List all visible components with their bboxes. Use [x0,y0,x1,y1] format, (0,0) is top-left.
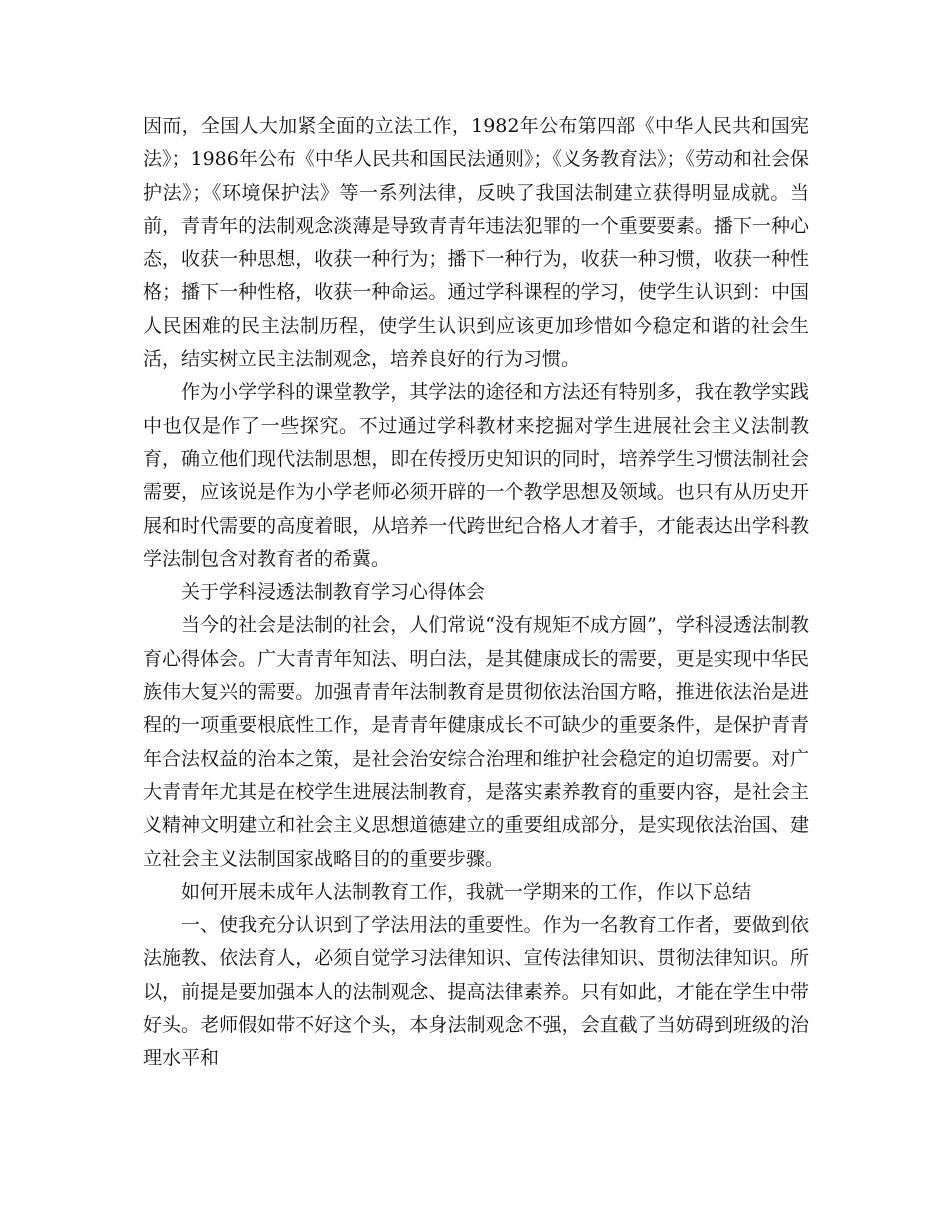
paragraph-4: 如何开展未成年人法制教育工作，我就一学期来的工作，作以下总结 [181,880,752,903]
section-heading: 关于学科浸透法制教育学习心得体会 [181,581,486,604]
paragraph-1: 因而，全国人大加紧全面的立法工作，1982年公布第四部《中华人民共和国宪法》；1986年公布《中华人民共和国民法通则》；《义务教育法》；《劳动和社会保护法》；《环境保护法》等一系列法律，反映了我国法制建立获得明显成就。当前，青青年的法制观念淡薄是导致青青年违法犯罪的一个重要要素。播下一种心态，收获一种思想，收获一种行为；播下一种行为，收获一种习惯，收获一种性格；播下一种性格，收获一种命运。通过学科课程的学习，使学生认识到：中国人民困难的民主法制历程，使学生认识到应该更加珍惜如今稳定和谐的社会生活，结实树立民主法制观念，培养良好的行为习惯。 [143,115,809,371]
document-page [143,110,809,1076]
paragraph-5: 一、使我充分认识到了学法用法的重要性。作为一名教育工作者，要做到依法施教、依法育人，必须自觉学习法律知识、宣传法律知识、贯彻法律知识。所以，前提是要加强本人的法制观念、提高法律素养。只有如此，才能在学生中带好头。老师假如带不好这个头，本身法制观念不强，会直截了当妨碍到班级的治理水平和 [143,914,809,1070]
paragraph-3: 当今的社会是法制的社会，人们常说“没有规矩不成方圆”，学科浸透法制教育心得体会。广大青青年知法、明白法，是其健康成长的需要，更是实现中华民族伟大复兴的需要。加强青青年法制教育是贯彻依法治国方略，推进依法治是进程的一项重要根底性工作，是青青年健康成长不可缺少的重要条件，是保护青青年合法权益的治本之策，是社会治安综合治理和维护社会稳定的迫切需要。对广大青青年尤其是在校学生进展法制教育，是落实素养教育的重要内容，是社会主义精神文明建立和社会主义思想道德建立的重要组成部分，是实现依法治国、建立社会主义法制国家战略目的的重要步骤。 [143,614,809,870]
paragraph-2: 作为小学学科的课堂教学，其学法的途径和方法还有特别多，我在教学实践中也仅是作了一些探究。不过通过学科教材来挖掘对学生进展社会主义法制教育，确立他们现代法制思想，即在传授历史知识的同时，培养学生习惯法制社会需要，应该说是作为小学老师必须开辟的一个教学思想及领域。也只有从历史开展和时代需要的高度着眼，从培养一代跨世纪合格人才着手，才能表达出学科教学法制包含对教育者的希冀。 [143,381,809,570]
